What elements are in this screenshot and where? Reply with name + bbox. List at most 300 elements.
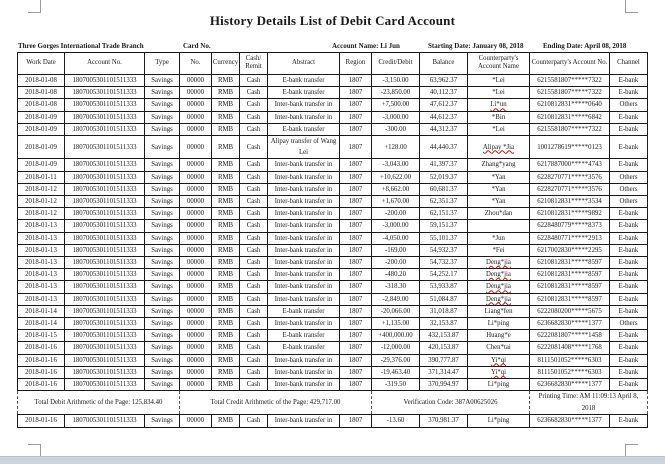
cell-abstract: E-bank transfer bbox=[268, 87, 340, 99]
cell-cash-remit: Cash bbox=[240, 269, 268, 281]
cell-abstract: Inter-bank transfer in bbox=[268, 244, 340, 256]
cell-no: 00000 bbox=[180, 171, 212, 183]
cell-region: 1807 bbox=[340, 135, 372, 158]
cell-counterparty-account-no: 6222081807*****1458 bbox=[530, 330, 610, 342]
cell-counterparty-name: Zhou*dan bbox=[468, 208, 530, 220]
cell-credit-debit: -169.00 bbox=[372, 244, 420, 256]
counterparty-name-spellcheck: Deng*jia bbox=[486, 259, 511, 267]
cell-counterparty-name: Li*ping bbox=[468, 415, 530, 427]
cell-counterparty-account-no: 6228480771*****2913 bbox=[530, 232, 610, 244]
cell-type: Savings bbox=[145, 305, 180, 317]
cell-counterparty-account-no: 6236682830*****1377 bbox=[530, 318, 610, 330]
cell-credit-debit: -12,000.00 bbox=[372, 342, 420, 354]
starting-date: Starting Date: January 08, 2018 bbox=[428, 42, 524, 50]
cell-account-no: 1807005301101511333 bbox=[65, 171, 145, 183]
cell-work-date: 2018-01-13 bbox=[18, 244, 65, 256]
cell-channel: E-bank bbox=[610, 232, 648, 244]
cell-account-no: 1807005301101511333 bbox=[65, 123, 145, 135]
col-balance: Balance bbox=[420, 53, 468, 75]
cell-channel: E-bank bbox=[610, 293, 648, 305]
cell-channel: Others bbox=[610, 99, 648, 111]
cell-type: Savings bbox=[145, 196, 180, 208]
counterparty-name-spellcheck: Li*un bbox=[490, 101, 507, 109]
cell-counterparty-account-no: 6210812831*****8597 bbox=[530, 257, 610, 269]
cell-work-date: 2018-01-14 bbox=[18, 318, 65, 330]
cell-counterparty-account-no: 6236682830*****1377 bbox=[530, 379, 610, 391]
cell-cash-remit: Cash bbox=[240, 171, 268, 183]
totals-section bbox=[18, 391, 648, 415]
cell-abstract: Inter-bank transfer in bbox=[268, 269, 340, 281]
table-row bbox=[18, 87, 648, 99]
cell-abstract: Inter-bank transfer in bbox=[268, 196, 340, 208]
cell-no: 00000 bbox=[180, 208, 212, 220]
cell-counterparty-name: *Lei bbox=[468, 74, 530, 86]
cell-account-no: 1807005301101511333 bbox=[65, 257, 145, 269]
cell-counterparty-account-no: 6210812831*****8597 bbox=[530, 281, 610, 293]
cell-channel: E-bank bbox=[610, 159, 648, 171]
cell-counterparty-name bbox=[468, 366, 530, 378]
cell-channel: E-bank bbox=[610, 305, 648, 317]
cell-channel: E-bank bbox=[610, 111, 648, 123]
cell-credit-debit: -23,850.00 bbox=[372, 87, 420, 99]
cell-currency: RMB bbox=[212, 232, 240, 244]
cell-balance: 59,151.37 bbox=[420, 220, 468, 232]
cell-abstract: Inter-bank transfer in bbox=[268, 281, 340, 293]
cell-credit-debit: -200.00 bbox=[372, 257, 420, 269]
cell-currency: RMB bbox=[212, 196, 240, 208]
cell-work-date: 2018-01-13 bbox=[18, 269, 65, 281]
cell-cash-remit: Cash bbox=[240, 123, 268, 135]
cell-counterparty-account-no: 6217002830*****2295 bbox=[530, 244, 610, 256]
col-region: Region bbox=[340, 53, 372, 75]
cell-abstract: Alipay transfer of Wang Lei bbox=[268, 135, 340, 158]
cell-region: 1807 bbox=[340, 354, 372, 366]
cell-counterparty-name: Huang*e bbox=[468, 330, 530, 342]
background-strip bbox=[0, 456, 665, 464]
cell-cash-remit: Cash bbox=[240, 330, 268, 342]
cell-cash-remit: Cash bbox=[240, 135, 268, 158]
cell-no: 00000 bbox=[180, 111, 212, 123]
cell-account-no: 1807005301101511333 bbox=[65, 183, 145, 195]
table-row bbox=[18, 269, 648, 281]
cell-balance: 390,777.87 bbox=[420, 354, 468, 366]
cell-cash-remit: Cash bbox=[240, 244, 268, 256]
table-row bbox=[18, 305, 648, 317]
cell-abstract: Inter-bank transfer in bbox=[268, 366, 340, 378]
cell-counterparty-account-no: 6210812831*****8597 bbox=[530, 293, 610, 305]
cell-channel: E-bank bbox=[610, 281, 648, 293]
cell-counterparty-account-no: 6228270771*****3576 bbox=[530, 183, 610, 195]
cell-balance: 62,351.37 bbox=[420, 196, 468, 208]
table-row bbox=[18, 354, 648, 366]
cell-account-no: 1807005301101511333 bbox=[65, 330, 145, 342]
cell-account-no: 1807005301101511333 bbox=[65, 269, 145, 281]
cell-counterparty-name bbox=[468, 269, 530, 281]
cell-channel: E-bank bbox=[610, 208, 648, 220]
cell-currency: RMB bbox=[212, 330, 240, 342]
counterparty-name-spellcheck: Deng*jia bbox=[486, 283, 511, 291]
cell-work-date: 2018-01-09 bbox=[18, 159, 65, 171]
cell-work-date: 2018-01-08 bbox=[18, 74, 65, 86]
cell-currency: RMB bbox=[212, 293, 240, 305]
cell-cash-remit: Cash bbox=[240, 293, 268, 305]
table-row bbox=[18, 183, 648, 195]
cell-type: Savings bbox=[145, 366, 180, 378]
cell-type: Savings bbox=[145, 220, 180, 232]
cell-region: 1807 bbox=[340, 305, 372, 317]
table-row bbox=[18, 318, 648, 330]
cell-counterparty-name: Zhang*yang bbox=[468, 159, 530, 171]
cell-abstract: Inter-bank transfer in bbox=[268, 171, 340, 183]
cell-abstract: Inter-bank transfer in bbox=[268, 318, 340, 330]
cell-currency: RMB bbox=[212, 99, 240, 111]
cell-credit-debit: -3,150.00 bbox=[372, 74, 420, 86]
cell-counterparty-account-no: 6222081408*****1768 bbox=[530, 342, 610, 354]
cell-balance: 32,153.87 bbox=[420, 318, 468, 330]
cell-counterparty-name: *Bin bbox=[468, 111, 530, 123]
cell-work-date: 2018-01-09 bbox=[18, 135, 65, 158]
table-row bbox=[18, 99, 648, 111]
cell-region: 1807 bbox=[340, 366, 372, 378]
cell-currency: RMB bbox=[212, 379, 240, 391]
cell-account-no: 1807005301101511333 bbox=[65, 305, 145, 317]
cell-counterparty-account-no: 6236682830*****1377 bbox=[530, 415, 610, 427]
col-type: Type bbox=[145, 53, 180, 75]
cell-type: Savings bbox=[145, 159, 180, 171]
col-work-date: Work Date bbox=[18, 53, 65, 75]
cell-channel: E-bank bbox=[610, 123, 648, 135]
cell-type: Savings bbox=[145, 269, 180, 281]
crop-mark-top-right bbox=[625, 0, 638, 13]
cell-counterparty-account-no: 8111501052*****6303 bbox=[530, 366, 610, 378]
page-totals-row bbox=[18, 391, 648, 415]
cell-account-no: 1807005301101511333 bbox=[65, 196, 145, 208]
table-row bbox=[18, 257, 648, 269]
cell-abstract: Inter-bank transfer in bbox=[268, 159, 340, 171]
cell-counterparty-account-no: 6210812831*****3534 bbox=[530, 196, 610, 208]
cell-account-no: 1807005301101511333 bbox=[65, 281, 145, 293]
cell-work-date: 2018-01-13 bbox=[18, 257, 65, 269]
table-row bbox=[18, 232, 648, 244]
table-row bbox=[18, 342, 648, 354]
cell-cash-remit: Cash bbox=[240, 111, 268, 123]
cell-type: Savings bbox=[145, 183, 180, 195]
cell-no: 00000 bbox=[180, 366, 212, 378]
cell-channel: E-bank bbox=[610, 354, 648, 366]
cell-counterparty-account-no: 6217887000*****4743 bbox=[530, 159, 610, 171]
cell-counterparty-account-no: 6210812831*****0640 bbox=[530, 99, 610, 111]
cell-type: Savings bbox=[145, 281, 180, 293]
cell-channel: E-bank bbox=[610, 330, 648, 342]
col-counterparty-name: Counterparty's Account Name bbox=[468, 53, 530, 75]
cell-channel: Others bbox=[610, 196, 648, 208]
cell-type: Savings bbox=[145, 123, 180, 135]
cell-currency: RMB bbox=[212, 135, 240, 158]
table-row bbox=[18, 111, 648, 123]
cell-work-date: 2018-01-16 bbox=[18, 354, 65, 366]
cell-account-no: 1807005301101511333 bbox=[65, 74, 145, 86]
cell-account-no: 1807005301101511333 bbox=[65, 244, 145, 256]
cell-cash-remit: Cash bbox=[240, 196, 268, 208]
table-body-next-page bbox=[18, 415, 648, 427]
cell-work-date: 2018-01-13 bbox=[18, 220, 65, 232]
cell-channel: Others bbox=[610, 183, 648, 195]
cell-no: 00000 bbox=[180, 99, 212, 111]
cell-cash-remit: Cash bbox=[240, 281, 268, 293]
cell-currency: RMB bbox=[212, 123, 240, 135]
cell-region: 1807 bbox=[340, 269, 372, 281]
cell-currency: RMB bbox=[212, 220, 240, 232]
cell-region: 1807 bbox=[340, 123, 372, 135]
cell-account-no: 1807005301101511333 bbox=[65, 87, 145, 99]
cell-balance: 370,994.97 bbox=[420, 379, 468, 391]
cell-counterparty-account-no: 6222080200*****5675 bbox=[530, 305, 610, 317]
cell-no: 00000 bbox=[180, 379, 212, 391]
cell-work-date: 2018-01-16 bbox=[18, 415, 65, 427]
cell-work-date: 2018-01-13 bbox=[18, 232, 65, 244]
table-row bbox=[18, 366, 648, 378]
cell-region: 1807 bbox=[340, 208, 372, 220]
cell-type: Savings bbox=[145, 293, 180, 305]
cell-no: 00000 bbox=[180, 293, 212, 305]
cell-region: 1807 bbox=[340, 159, 372, 171]
cell-counterparty-name bbox=[468, 220, 530, 232]
cell-counterparty-account-no: 6215581807*****7322 bbox=[530, 74, 610, 86]
cell-credit-debit: -318.30 bbox=[372, 281, 420, 293]
table-row bbox=[18, 196, 648, 208]
cell-balance: 44,312.37 bbox=[420, 123, 468, 135]
cell-counterparty-account-no: 6210812831*****9892 bbox=[530, 208, 610, 220]
cell-balance: 51,084.87 bbox=[420, 293, 468, 305]
cell-abstract: Inter-bank transfer in bbox=[268, 354, 340, 366]
ending-date: Ending Date: April 08, 2018 bbox=[543, 42, 627, 50]
cell-counterparty-name: Chen*tai bbox=[468, 342, 530, 354]
cell-region: 1807 bbox=[340, 293, 372, 305]
cell-cash-remit: Cash bbox=[240, 208, 268, 220]
cell-work-date: 2018-01-11 bbox=[18, 171, 65, 183]
cell-no: 00000 bbox=[180, 330, 212, 342]
cell-type: Savings bbox=[145, 208, 180, 220]
cell-credit-debit: +7,500.00 bbox=[372, 99, 420, 111]
cell-region: 1807 bbox=[340, 99, 372, 111]
cell-currency: RMB bbox=[212, 415, 240, 427]
transactions-table bbox=[17, 52, 648, 428]
cell-balance: 370,981.37 bbox=[420, 415, 468, 427]
cell-region: 1807 bbox=[340, 232, 372, 244]
cell-account-no: 1807005301101511333 bbox=[65, 415, 145, 427]
cell-type: Savings bbox=[145, 342, 180, 354]
cell-counterparty-account-no: 6228270771*****3576 bbox=[530, 171, 610, 183]
cell-balance: 31,018.87 bbox=[420, 305, 468, 317]
cell-counterparty-account-no: 6228480779*****8373 bbox=[530, 220, 610, 232]
cell-no: 00000 bbox=[180, 305, 212, 317]
cell-abstract: Inter-bank transfer in bbox=[268, 257, 340, 269]
cell-work-date: 2018-01-13 bbox=[18, 281, 65, 293]
cell-balance: 420,153.87 bbox=[420, 342, 468, 354]
cell-no: 00000 bbox=[180, 354, 212, 366]
cell-work-date: 2018-01-13 bbox=[18, 293, 65, 305]
cell-channel: E-bank bbox=[610, 269, 648, 281]
cell-channel: Others bbox=[610, 171, 648, 183]
crop-mark-top-left bbox=[28, 0, 41, 13]
cell-currency: RMB bbox=[212, 269, 240, 281]
cell-channel: E-bank bbox=[610, 244, 648, 256]
cell-counterparty-name bbox=[468, 99, 530, 111]
cell-currency: RMB bbox=[212, 318, 240, 330]
cell-balance: 44,440.37 bbox=[420, 135, 468, 158]
cell-counterparty-name bbox=[468, 293, 530, 305]
cell-channel: E-bank bbox=[610, 415, 648, 427]
cell-account-no: 1807005301101511333 bbox=[65, 135, 145, 158]
cell-region: 1807 bbox=[340, 330, 372, 342]
cell-account-no: 1807005301101511333 bbox=[65, 208, 145, 220]
cell-credit-debit: +128.00 bbox=[372, 135, 420, 158]
cell-work-date: 2018-01-14 bbox=[18, 305, 65, 317]
cell-cash-remit: Cash bbox=[240, 305, 268, 317]
cell-account-no: 1807005301101511333 bbox=[65, 99, 145, 111]
table-row bbox=[18, 293, 648, 305]
table-row bbox=[18, 74, 648, 86]
cell-credit-debit: -3,000.00 bbox=[372, 111, 420, 123]
cell-region: 1807 bbox=[340, 74, 372, 86]
cell-abstract: Inter-bank transfer in bbox=[268, 293, 340, 305]
cell-currency: RMB bbox=[212, 159, 240, 171]
cell-no: 00000 bbox=[180, 244, 212, 256]
cell-abstract: Inter-bank transfer in bbox=[268, 232, 340, 244]
cell-cash-remit: Cash bbox=[240, 415, 268, 427]
cell-credit-debit: -13.60 bbox=[372, 415, 420, 427]
cell-balance: 55,101.37 bbox=[420, 232, 468, 244]
cell-no: 00000 bbox=[180, 281, 212, 293]
cell-currency: RMB bbox=[212, 208, 240, 220]
cell-counterparty-name: Li*ping bbox=[468, 379, 530, 391]
cell-account-no: 1807005301101511333 bbox=[65, 354, 145, 366]
page-title: History Details List of Debit Card Account bbox=[209, 13, 456, 28]
cell-currency: RMB bbox=[212, 366, 240, 378]
cell-work-date: 2018-01-09 bbox=[18, 111, 65, 123]
cell-channel: E-bank bbox=[610, 74, 648, 86]
col-credit-debit: Credit/Debit bbox=[372, 53, 420, 75]
cell-account-no: 1807005301101511333 bbox=[65, 293, 145, 305]
cell-credit-debit: -20,066.00 bbox=[372, 305, 420, 317]
cell-type: Savings bbox=[145, 74, 180, 86]
cell-balance: 53,933.87 bbox=[420, 281, 468, 293]
cell-account-no: 1807005301101511333 bbox=[65, 232, 145, 244]
cell-region: 1807 bbox=[340, 244, 372, 256]
cell-region: 1807 bbox=[340, 171, 372, 183]
cell-type: Savings bbox=[145, 232, 180, 244]
cell-balance: 54,252.17 bbox=[420, 269, 468, 281]
cell-channel: E-bank bbox=[610, 87, 648, 99]
cell-no: 00000 bbox=[180, 318, 212, 330]
cell-abstract: Inter-bank transfer in bbox=[268, 379, 340, 391]
cell-currency: RMB bbox=[212, 354, 240, 366]
cell-account-no: 1807005301101511333 bbox=[65, 366, 145, 378]
col-channel: Channel bbox=[610, 53, 648, 75]
cell-counterparty-name: *Fei bbox=[468, 244, 530, 256]
cell-no: 00000 bbox=[180, 87, 212, 99]
table-row bbox=[18, 244, 648, 256]
table-row bbox=[18, 330, 648, 342]
cell-abstract: Inter-bank transfer in bbox=[268, 183, 340, 195]
cell-cash-remit: Cash bbox=[240, 99, 268, 111]
cell-type: Savings bbox=[145, 354, 180, 366]
cell-type: Savings bbox=[145, 318, 180, 330]
cell-region: 1807 bbox=[340, 183, 372, 195]
total-credit: Total Credit Arithmetic of the Page: 429,717.00 bbox=[180, 391, 372, 415]
cell-no: 00000 bbox=[180, 196, 212, 208]
cell-credit-debit: -300.00 bbox=[372, 123, 420, 135]
cell-abstract: Inter-bank transfer in bbox=[268, 208, 340, 220]
cell-balance: 62,151.37 bbox=[420, 208, 468, 220]
cell-channel: Others bbox=[610, 318, 648, 330]
cell-counterparty-name: *Yan bbox=[468, 171, 530, 183]
branch-name: Three Gorges International Trade Branch bbox=[18, 42, 144, 50]
table-header bbox=[18, 53, 648, 75]
cell-no: 00000 bbox=[180, 232, 212, 244]
cell-balance: 63,962.37 bbox=[420, 74, 468, 86]
cell-counterparty-name bbox=[468, 354, 530, 366]
cell-balance: 40,112.37 bbox=[420, 87, 468, 99]
cell-region: 1807 bbox=[340, 196, 372, 208]
table-row bbox=[18, 135, 648, 158]
cell-type: Savings bbox=[145, 87, 180, 99]
cell-balance: 54,932.37 bbox=[420, 244, 468, 256]
cell-no: 00000 bbox=[180, 135, 212, 158]
cell-work-date: 2018-01-12 bbox=[18, 208, 65, 220]
cell-currency: RMB bbox=[212, 111, 240, 123]
cell-cash-remit: Cash bbox=[240, 318, 268, 330]
cell-balance: 47,612.37 bbox=[420, 99, 468, 111]
counterparty-name-spellcheck: Yi*qi bbox=[490, 368, 507, 376]
counterparty-name-spellcheck: Alipay *Jia bbox=[482, 143, 515, 151]
cell-currency: RMB bbox=[212, 183, 240, 195]
cell-abstract: Inter-bank transfer in bbox=[268, 220, 340, 232]
cell-credit-debit: -3,000.00 bbox=[372, 220, 420, 232]
cell-balance: 44,612.37 bbox=[420, 111, 468, 123]
cell-work-date: 2018-01-16 bbox=[18, 366, 65, 378]
cell-account-no: 1807005301101511333 bbox=[65, 220, 145, 232]
cell-abstract: E-bank transfer bbox=[268, 123, 340, 135]
cell-cash-remit: Cash bbox=[240, 159, 268, 171]
cell-credit-debit: -19,463.40 bbox=[372, 366, 420, 378]
cell-abstract: E-bank transfer bbox=[268, 330, 340, 342]
total-debit: Total Debit Arithmetic of the Page: 125,834.40 bbox=[18, 391, 180, 415]
cell-credit-debit: +400,000.00 bbox=[372, 330, 420, 342]
cell-account-no: 1807005301101511333 bbox=[65, 111, 145, 123]
header-row bbox=[18, 53, 648, 75]
cell-account-no: 1807005301101511333 bbox=[65, 342, 145, 354]
cell-type: Savings bbox=[145, 244, 180, 256]
cell-type: Savings bbox=[145, 330, 180, 342]
cell-counterparty-name bbox=[468, 281, 530, 293]
cell-balance: 54,732.37 bbox=[420, 257, 468, 269]
table-row bbox=[18, 379, 648, 391]
cell-counterparty-account-no: 1001278619*****0123 bbox=[530, 135, 610, 158]
cell-work-date: 2018-01-08 bbox=[18, 99, 65, 111]
cell-no: 00000 bbox=[180, 415, 212, 427]
cell-cash-remit: Cash bbox=[240, 183, 268, 195]
cell-credit-debit: -4,050.00 bbox=[372, 232, 420, 244]
table-row bbox=[18, 171, 648, 183]
cell-cash-remit: Cash bbox=[240, 379, 268, 391]
cell-counterparty-name: *Yan bbox=[468, 196, 530, 208]
cell-abstract: Inter-bank transfer in bbox=[268, 99, 340, 111]
cell-currency: RMB bbox=[212, 281, 240, 293]
cell-region: 1807 bbox=[340, 87, 372, 99]
cell-account-no: 1807005301101511333 bbox=[65, 159, 145, 171]
cell-balance: 52,019.37 bbox=[420, 171, 468, 183]
